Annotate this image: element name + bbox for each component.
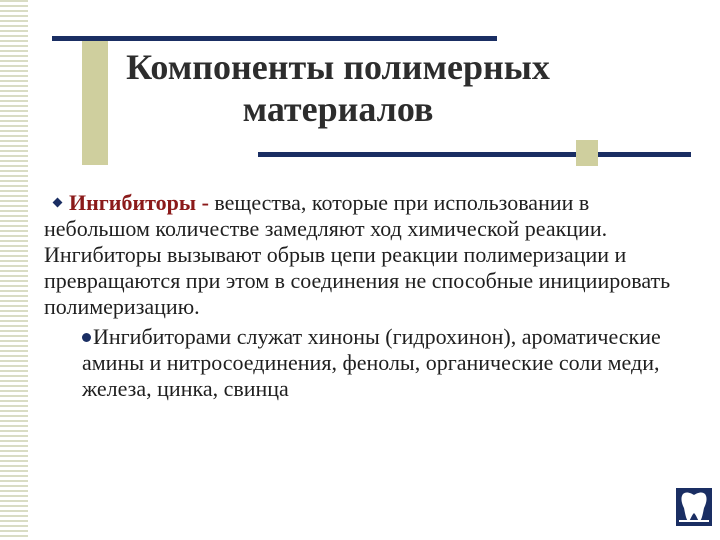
decorative-stripes: [0, 0, 28, 540]
sub-bullet-text: Ингибиторами служат хиноны (гидрохинон), ароматические амины и нитросоединения, фенолы, органические соли меди, железа, цинка, свинца: [82, 324, 661, 401]
slide-title: Компоненты полимерных материалов: [126, 47, 550, 129]
term-inhibitors: Ингибиторы: [69, 190, 197, 215]
sub-bullet-paragraph: [82, 324, 692, 402]
definition-text: вещества, которые при использовании в небольшом количестве замедляют ход химической реакции. Ингибиторы вызывают обрыв цепи реакции полимеризации и превращаются при этом в соединения не способные инициировать полимеризацию.: [44, 190, 671, 319]
title-rule-top: [52, 36, 497, 41]
accent-block-left: [82, 38, 108, 165]
term-dash: -: [196, 190, 215, 215]
main-bullet-paragraph: [44, 190, 694, 320]
title-rule-bottom: [258, 152, 691, 157]
circle-bullet-icon: [82, 333, 91, 342]
tooth-logo-svg: [676, 488, 712, 526]
tooth-logo-icon: [676, 488, 712, 526]
slide-body: [44, 190, 694, 402]
accent-block-right: [576, 140, 598, 166]
diamond-bullet-icon: [53, 198, 63, 208]
